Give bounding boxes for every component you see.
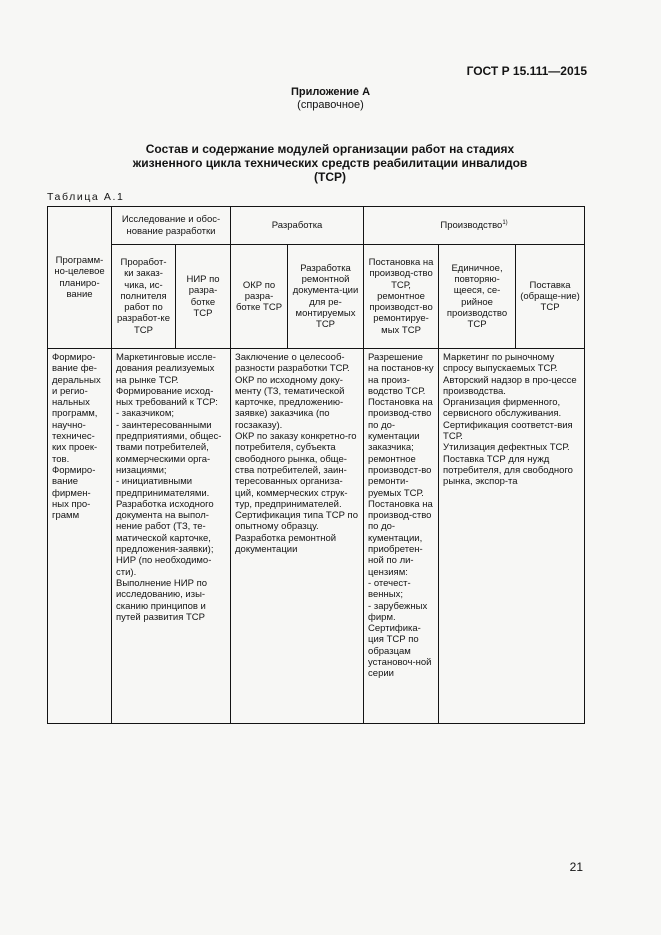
cell-planning: Формиро-вание фе-деральных и регио-нальных программ, научно-техничес-ких проек-тов. Формиро-вание фирмен-ных про-грамм: [48, 349, 112, 724]
header-serial-start: Постановка на производ-ство ТСР, ремонтное производст-во ремонтируе-мых ТСР: [364, 245, 439, 349]
appendix-heading: [0, 86, 661, 112]
header-repair-docs: Разработка ремонтной документа-ции для ре-монтируемых ТСР: [288, 245, 364, 349]
table-header-row-2: [48, 245, 585, 349]
header-proposal: Проработ-ки заказ-чика, ис-полнителя работ по разработ-ке ТСР: [112, 245, 176, 349]
header-nir: НИР по разра-ботке ТСР: [176, 245, 231, 349]
header-research: Исследование и обос-нование разработки: [112, 207, 231, 245]
header-production: [364, 207, 585, 245]
standard-number: ГОСТ Р 15.111—2015: [466, 64, 587, 78]
header-supply: Поставка (обраще-ние) ТСР: [516, 245, 585, 349]
header-planning: Программ-но-целевое планиро-вание: [48, 207, 112, 349]
cell-production-start: Разрешение на постанов-ку на произ-водство ТСР. Постановка на производ-ство по до-кументации заказчика; ремонтное производст-во ремонти-руемых ТСР. Постановка на производ-ство по до-кументации, приобретен-ной по ли-цензиям: - отечест-венных; - зарубежных фирм. Сертифика-ция ТСР по образцам установоч-ной серии: [364, 349, 439, 724]
table-label: Таблица А.1: [47, 191, 125, 203]
table-body-row: [48, 349, 585, 724]
header-development: Разработка: [231, 207, 364, 245]
modules-table: [47, 206, 585, 724]
appendix-title: Приложение А: [290, 86, 371, 98]
cell-production-rest: Маркетинг по рыночному спросу выпускаемых ТСР. Авторский надзор в про-цессе производства. Организация фирменного, сервисного обслуживания. Сертификация соответст-вия ТСР. Утилизация дефектных ТСР. Поставка ТСР для нужд потребителя, для свободного рынка, экспор-та: [439, 349, 585, 724]
header-production-label: Производство: [440, 219, 503, 231]
document-title: Состав и содержание модулей организации работ на стадиях жизненного цикла технических средств реабилитации инвалидов (ТСР): [132, 142, 528, 184]
appendix-subtitle: (справочное): [297, 99, 364, 111]
table-header-row-1: [48, 207, 585, 245]
cell-development: Заключение о целесооб-разности разработки ТСР. ОКР по исходному доку-менту (ТЗ, тематической карточке, предложению-заявке) заказчика (по госзаказу). ОКР по заказу конкретно-го потребителя, субъекта свободного рынка, обще-ства потребителей, заин-тересованных организа-ций, коммерческих струк-тур, предпринимателей. Сертификация типа ТСР по опытному образцу. Разработка ремонтной документации: [231, 349, 364, 724]
header-single-production: Единичное, повторяю-щееся, се-рийное производство ТСР: [439, 245, 516, 349]
cell-research: Маркетинговые иссле-дования реализуемых на рынке ТСР. Формирование исход-ных требований к ТСР: - заказчиком; - заинтересованными предприятиями, общес-твами потребителей, коммерческими орга-низациями; - инициативными предпринимателями. Разработка исходного документа на выпол-нение работ (ТЗ, те-матической карточке, предложения-заявки); НИР (по необходимо-сти). Выполнение НИР по исследованию, изы-сканию принципов и путей развития ТСР: [112, 349, 231, 724]
page-number: 21: [569, 860, 583, 874]
header-okr: ОКР по разра-ботке ТСР: [231, 245, 288, 349]
footnote-marker: 1): [502, 219, 508, 226]
